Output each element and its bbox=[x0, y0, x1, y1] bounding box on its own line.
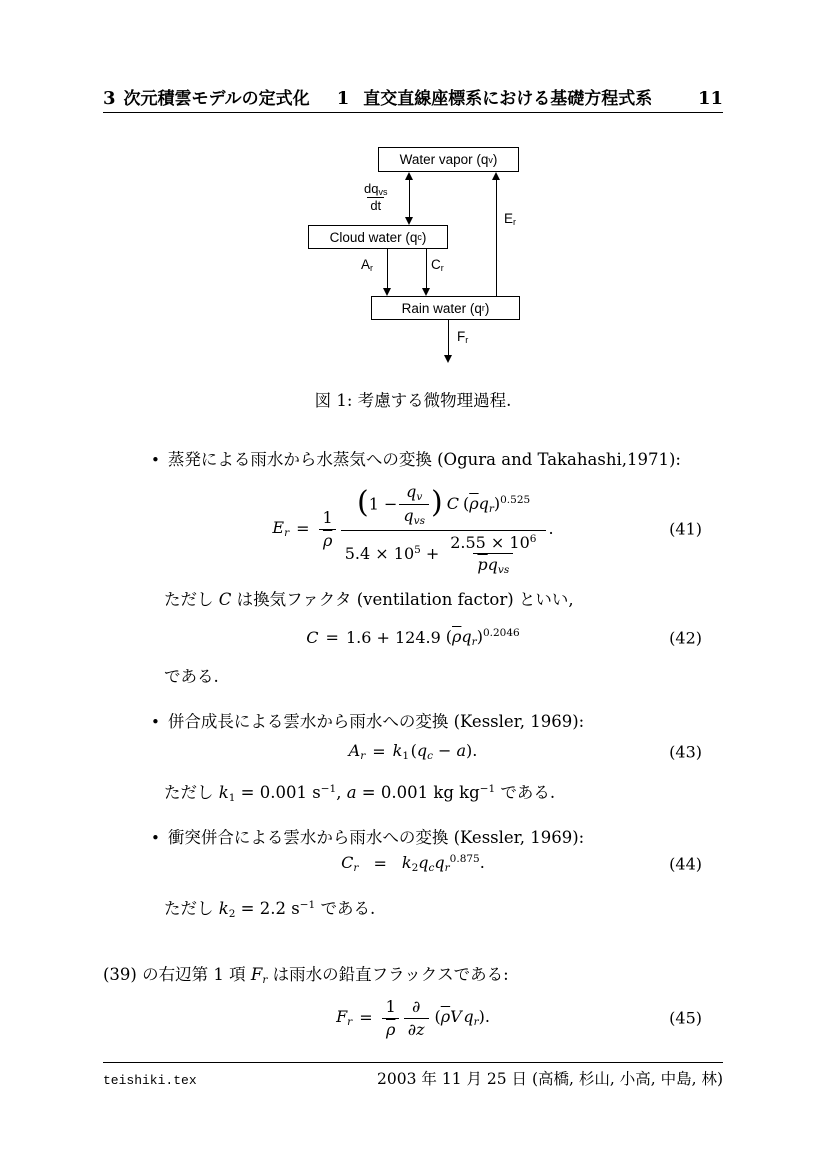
eq45-period: . bbox=[484, 1007, 490, 1027]
water-vapor-label: Water vapor (q bbox=[399, 152, 489, 167]
bullet-marker: • bbox=[151, 829, 160, 847]
equation-45 bbox=[103, 992, 723, 1044]
eq41-denominator bbox=[341, 530, 547, 579]
label-er bbox=[504, 211, 516, 227]
eq41-den-frac-num bbox=[446, 532, 540, 553]
eq43-paren-open: ( bbox=[410, 741, 417, 761]
note2-sup1: −1 bbox=[320, 783, 337, 795]
equation-44 bbox=[103, 848, 723, 880]
note-dearu: である. bbox=[164, 667, 219, 686]
arrowhead-up-icon bbox=[492, 172, 500, 180]
note-k2-value bbox=[164, 895, 375, 920]
eq43-qc-var: q bbox=[416, 741, 428, 761]
label-ar-base: A bbox=[361, 257, 371, 272]
page-footer bbox=[103, 1067, 723, 1089]
eq45-paren-close: ) bbox=[478, 1007, 485, 1027]
bullet-item-collection bbox=[151, 824, 584, 848]
eq41-qr-var: q bbox=[478, 494, 489, 514]
eq45-lhs-sub: r bbox=[347, 1016, 353, 1029]
eq41-lhs-sub: r bbox=[284, 527, 290, 540]
eq44-qc-var: q bbox=[418, 853, 429, 873]
eq42-qr-sub: r bbox=[471, 636, 477, 649]
header-page-number: 11 bbox=[697, 88, 723, 109]
label-cr bbox=[431, 257, 444, 273]
note3-pre: ただし bbox=[164, 899, 219, 918]
eq41-ventilation-factor: C bbox=[446, 494, 459, 514]
header-section-title: 直交直線座標系における基礎方程式系 bbox=[363, 89, 653, 108]
water-vapor-label-close: ) bbox=[492, 152, 498, 167]
header-rule bbox=[103, 112, 723, 113]
eq41-den-qvs-sub: vs bbox=[497, 563, 510, 576]
eq41-coef-num: 1 bbox=[322, 508, 333, 528]
dq-num-text: dq bbox=[364, 181, 379, 196]
page-header bbox=[103, 84, 723, 109]
dq-numerator bbox=[362, 182, 389, 197]
paragraph-post: は雨水の鉛直フラックスである: bbox=[267, 965, 509, 984]
rain-water-label-sub: r bbox=[481, 303, 485, 313]
bullet-marker: • bbox=[151, 713, 160, 731]
equation-43 bbox=[103, 736, 723, 768]
label-fr bbox=[457, 329, 468, 345]
label-fr-sub: r bbox=[465, 335, 469, 345]
eq41-den-qvs-var: q bbox=[487, 554, 498, 574]
note-k1-a-values bbox=[164, 779, 555, 804]
paragraph-fr-sub: r bbox=[262, 974, 268, 986]
eq41-big-paren-open: ( bbox=[357, 484, 369, 520]
eq41-coef-den bbox=[319, 529, 336, 551]
footer-filename: teishiki.tex bbox=[103, 1073, 197, 1088]
arrowhead-up-icon bbox=[405, 172, 413, 180]
eq41-coef-fraction bbox=[319, 507, 337, 550]
equation-42 bbox=[103, 622, 723, 654]
eq44-qr-var: q bbox=[434, 853, 445, 873]
box-water-vapor bbox=[378, 147, 519, 172]
eq42-paren-close: ) bbox=[476, 627, 483, 647]
arrowhead-down-icon bbox=[383, 288, 391, 296]
equation-43-number: (43) bbox=[669, 742, 702, 762]
eq42-paren-open: ( bbox=[445, 627, 453, 647]
eq45-v-var: V bbox=[450, 1007, 462, 1027]
footer-date-authors: 2003 年 11 月 25 日 (高橋, 杉山, 小高, 中島, 林) bbox=[377, 1070, 723, 1088]
eq41-qv-qvs-fraction bbox=[399, 481, 429, 529]
eq44-k-var: k bbox=[401, 853, 412, 873]
eq44-k-sub: 2 bbox=[411, 862, 419, 875]
eq41-qvs-var: q bbox=[403, 506, 414, 526]
paragraph-vertical-flux bbox=[103, 961, 509, 986]
eq45-partial-den bbox=[404, 1018, 429, 1040]
eq44-lhs-var: C bbox=[341, 853, 354, 873]
bullet-item-evaporation-text: 蒸発による雨水から水蒸気への変換 (Ogura and Takahashi,1971): bbox=[167, 450, 681, 469]
eq41-qv bbox=[402, 481, 426, 505]
arrow-rain-flux-line bbox=[448, 320, 449, 356]
eq41-lhs-var: E bbox=[272, 518, 285, 538]
cloud-water-label: Cloud water (q bbox=[329, 229, 418, 245]
eq41-den-term1-text: 5.4 × 10 bbox=[344, 544, 415, 564]
note2-k-sub: 1 bbox=[228, 792, 236, 804]
eq42-rho-bar: $\overline{\rho}$ bbox=[452, 627, 462, 647]
bullet-item-collection-text: 衝突併合による雲水から雨水への変換 (Kessler, 1969): bbox=[167, 828, 585, 847]
eq42-exponent: 0.2046 bbox=[482, 627, 520, 640]
rain-water-label-close: ) bbox=[484, 300, 490, 316]
eq45-qr-var: q bbox=[463, 1007, 474, 1027]
eq41-den-frac-den bbox=[473, 553, 513, 578]
eq41-one-minus: 1 − bbox=[368, 494, 398, 514]
arrow-collection-line bbox=[426, 249, 427, 289]
eq41-pbar: $\overline{p}$ bbox=[477, 554, 488, 574]
eq44-lhs bbox=[341, 853, 358, 875]
eq41-den-term1 bbox=[345, 544, 421, 563]
eq44-lhs-sub: r bbox=[353, 862, 359, 875]
eq41-numerator bbox=[353, 480, 534, 530]
label-fr-base: F bbox=[457, 329, 466, 344]
eq45-qr-sub: r bbox=[473, 1016, 479, 1029]
note2-k-var: k bbox=[218, 783, 229, 802]
eq41-plus: + bbox=[425, 544, 440, 564]
label-cr-sub: r bbox=[440, 263, 444, 273]
eq43-period: . bbox=[472, 741, 478, 761]
dq-denominator: dt bbox=[367, 197, 384, 215]
eq43-paren-close: ) bbox=[465, 741, 473, 761]
eq45-lhs bbox=[336, 1007, 352, 1029]
paragraph-pre: (39) の右辺第 1 項 bbox=[103, 965, 251, 984]
eq44-period: . bbox=[479, 853, 485, 873]
arrowhead-down-icon bbox=[422, 288, 430, 296]
eq45-partial-fraction bbox=[404, 996, 429, 1039]
box-rain-water bbox=[371, 296, 520, 320]
eq41-den-frac-num-text: 2.55 × 10 bbox=[450, 532, 530, 552]
label-ar bbox=[361, 257, 373, 273]
bullet-item-autoconversion-text: 併合成長による雲水から雨水への変換 (Kessler, 1969): bbox=[167, 712, 585, 731]
eq42-lhs: C bbox=[306, 628, 319, 648]
arrow-autoconversion-line bbox=[387, 249, 388, 289]
eq41-qr-sub: r bbox=[488, 503, 494, 516]
eq45-equals: = bbox=[359, 1008, 373, 1028]
eq41-coef-den-rho: ρ bbox=[322, 530, 333, 550]
note3-k-var: k bbox=[218, 899, 229, 918]
eq43-rhs bbox=[393, 741, 478, 763]
eq44-qc-sub: c bbox=[428, 862, 435, 875]
equation-41 bbox=[103, 483, 723, 575]
eq41-lhs bbox=[272, 518, 289, 540]
header-section-number: 1 bbox=[336, 88, 350, 109]
eq41-rho-bar: $\overline{\rho}$ bbox=[469, 494, 479, 514]
bullet-item-autoconversion bbox=[151, 708, 584, 732]
eq45-partial-num bbox=[408, 996, 424, 1017]
eq42-qr-var: q bbox=[461, 627, 472, 647]
eq43-lhs-var: A bbox=[348, 741, 361, 761]
paragraph-fr-var: F bbox=[250, 965, 263, 984]
note2-post: である. bbox=[495, 783, 556, 802]
equation-42-number: (42) bbox=[669, 628, 702, 648]
eq43-equals: = bbox=[372, 742, 386, 762]
note2-eq2: = 0.001 kg kg bbox=[356, 783, 480, 802]
equation-41-number: (41) bbox=[669, 519, 702, 539]
eq45-coef-den-rho: ρ bbox=[386, 1019, 396, 1039]
note3-eq: = 2.2 s bbox=[235, 899, 300, 918]
note1-post: は換気ファクタ (ventilation factor) といい, bbox=[231, 590, 574, 609]
header-chapter-number: 3 bbox=[103, 88, 116, 109]
eq45-coef-num: 1 bbox=[385, 997, 396, 1017]
eq41-paren-open: ( bbox=[462, 494, 470, 514]
cloud-water-label-sub: c bbox=[417, 232, 422, 242]
figure-caption: 図 1: 考慮する微物理過程. bbox=[314, 391, 512, 410]
label-er-sub: r bbox=[513, 217, 517, 227]
equation-45-number: (45) bbox=[669, 1008, 702, 1028]
note1-pre: ただし bbox=[164, 590, 219, 609]
note2-sep: , bbox=[336, 783, 347, 802]
header-chapter-title: 次元積雲モデルの定式化 bbox=[123, 89, 310, 108]
eq45-partial-z: ∂z bbox=[407, 1019, 425, 1039]
eq43-lhs bbox=[349, 741, 366, 763]
label-dqvs-dt bbox=[362, 182, 389, 215]
eq41-qv-sub: v bbox=[416, 490, 423, 503]
eq41-den-term1-exp: 5 bbox=[414, 544, 421, 557]
water-vapor-label-sub: v bbox=[488, 154, 493, 165]
eq45-rho-bar: $\overline{\rho}$ bbox=[440, 1007, 451, 1027]
eq43-lhs-sub: r bbox=[360, 750, 366, 763]
eq41-exponent: 0.525 bbox=[500, 494, 531, 507]
dq-num-sub: vs bbox=[378, 187, 388, 197]
eq45-coef-fraction bbox=[382, 996, 400, 1039]
eq42-terms: 1.6 + 124.9 bbox=[345, 628, 441, 648]
arrowhead-down-icon bbox=[405, 217, 413, 225]
note1-var-c: C bbox=[218, 590, 232, 609]
arrow-vapor-cloud-line bbox=[409, 175, 410, 217]
bullet-marker: • bbox=[151, 451, 160, 469]
eq43-a-var: a bbox=[456, 741, 466, 761]
bullet-item-evaporation bbox=[151, 446, 681, 470]
eq44-equals: = bbox=[373, 854, 387, 874]
eq45-paren-open: ( bbox=[434, 1007, 441, 1027]
eq43-k-var: k bbox=[392, 741, 403, 761]
eq44-rhs bbox=[402, 853, 485, 875]
note3-k-sub: 2 bbox=[228, 908, 236, 920]
eq44-exponent: 0.875 bbox=[449, 853, 480, 866]
cloud-water-label-close: ) bbox=[421, 229, 427, 245]
eq45-partial-symbol: ∂ bbox=[412, 997, 421, 1017]
eq42-equals: = bbox=[325, 628, 339, 648]
eq41-rho-qr-power bbox=[463, 494, 530, 516]
footer-rule bbox=[103, 1062, 723, 1063]
eq41-den-fraction bbox=[446, 532, 540, 578]
box-cloud-water bbox=[308, 225, 448, 249]
eq41-qvs-sub: vs bbox=[413, 515, 425, 528]
eq45-lhs-var: F bbox=[336, 1007, 348, 1027]
eq43-minus: − bbox=[438, 741, 452, 761]
eq41-qvs bbox=[399, 504, 429, 529]
eq41-paren-close: ) bbox=[493, 494, 501, 514]
eq41-period: . bbox=[548, 519, 554, 539]
eq43-k-sub: 1 bbox=[402, 750, 410, 763]
note2-sup2: −1 bbox=[479, 783, 496, 795]
note3-post: である. bbox=[315, 899, 376, 918]
eq45-rhs-group bbox=[435, 1007, 490, 1029]
label-cr-base: C bbox=[431, 257, 441, 272]
eq42-rho-qr-power bbox=[446, 627, 520, 649]
note-ventilation-factor bbox=[164, 586, 574, 610]
equation-44-number: (44) bbox=[669, 854, 702, 874]
arrow-evaporation-line bbox=[496, 179, 497, 296]
eq43-qc-sub: c bbox=[427, 750, 434, 763]
eq41-den-frac-num-exp: 6 bbox=[529, 532, 537, 545]
note2-pre: ただし bbox=[164, 783, 219, 802]
eq41-equals: = bbox=[296, 519, 310, 539]
eq44-qr-sub: r bbox=[444, 862, 450, 875]
note3-sup: −1 bbox=[299, 899, 316, 911]
eq41-main-fraction bbox=[341, 480, 547, 579]
note2-a-var: a bbox=[346, 783, 357, 802]
eq45-coef-den bbox=[382, 1018, 399, 1040]
note2-eq1: = 0.001 s bbox=[235, 783, 321, 802]
eq41-qv-var: q bbox=[406, 481, 417, 501]
label-er-base: E bbox=[504, 211, 514, 226]
rain-water-label: Rain water (q bbox=[401, 300, 482, 316]
label-ar-sub: r bbox=[370, 263, 374, 273]
arrowhead-down-icon bbox=[444, 355, 452, 363]
eq41-big-paren-close: ) bbox=[430, 484, 443, 520]
